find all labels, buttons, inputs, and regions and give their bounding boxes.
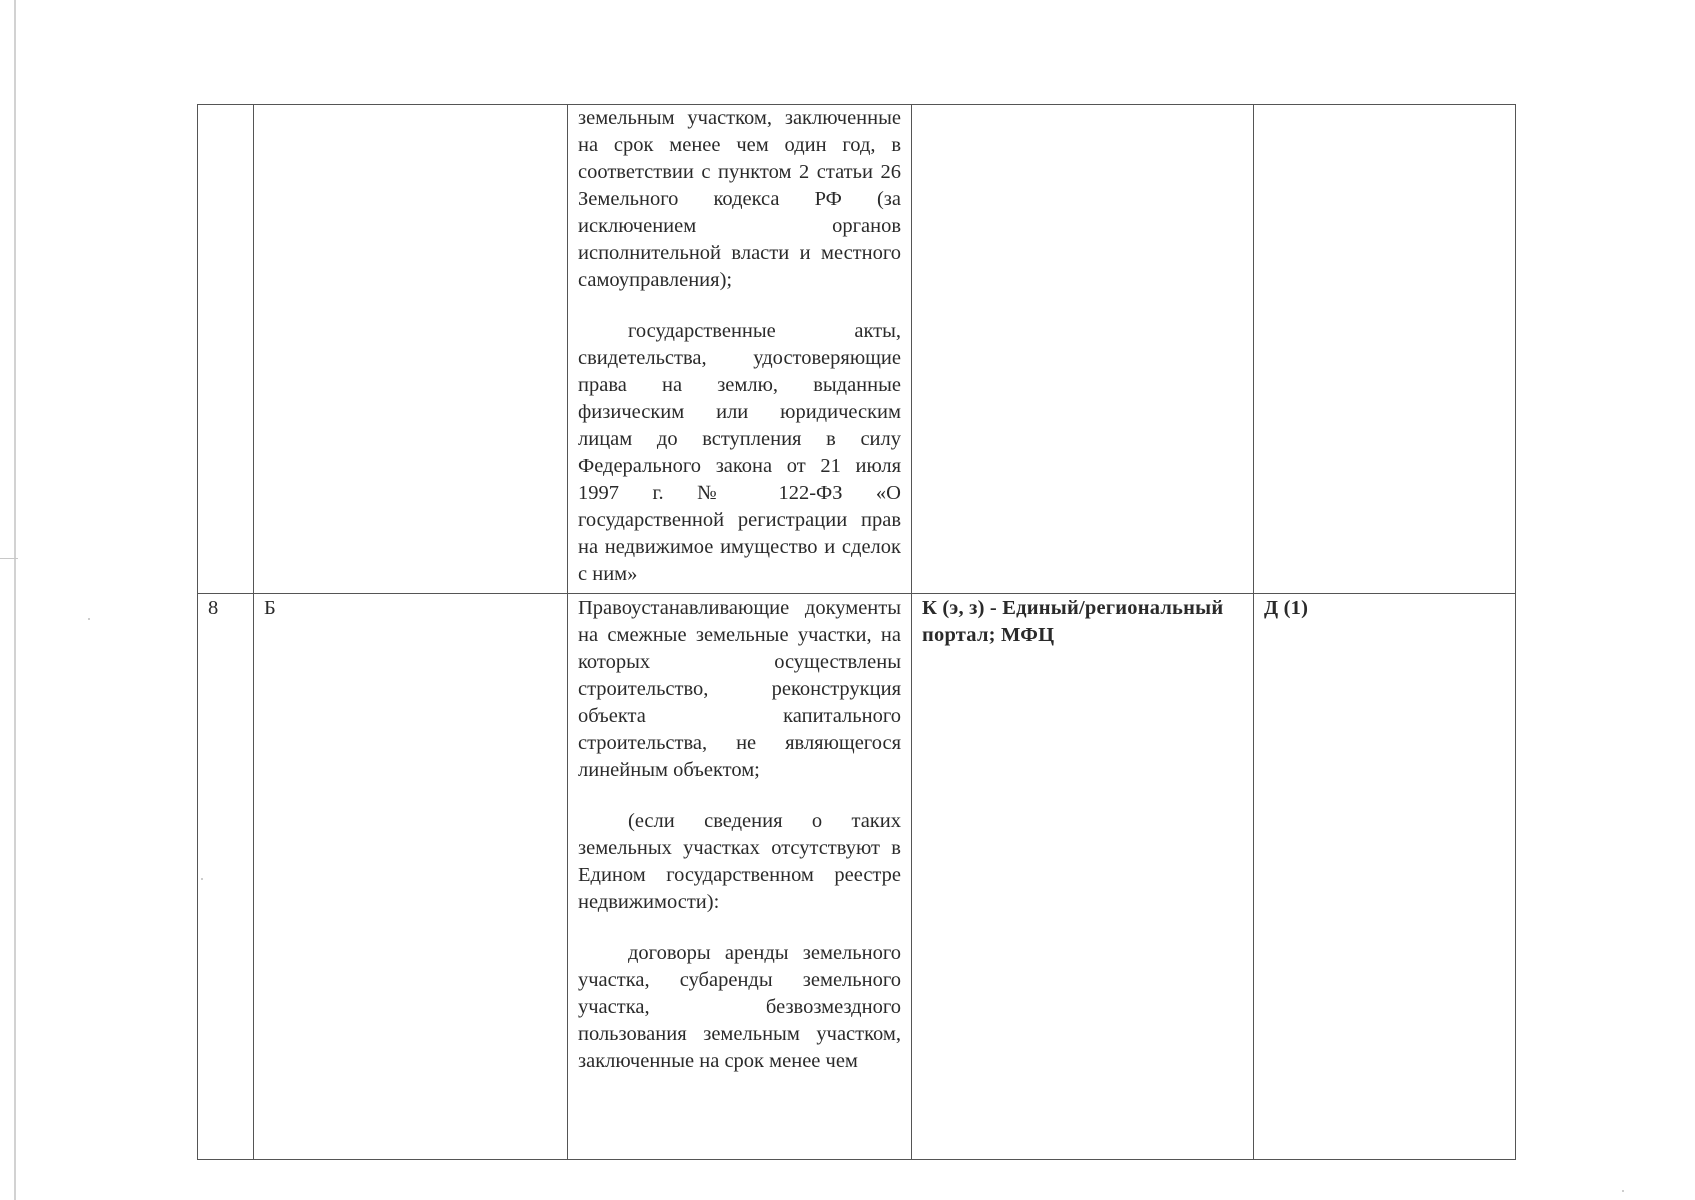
documents-paragraph: земельным участком, заключенные на срок менее чем один год, в соответствии с пунктом 2 статьи 26 Земельного кодекса РФ (за исключением органов исполнительной власти и местного самоуправления); (578, 107, 901, 291)
cell-category: Б (254, 594, 568, 1160)
scan-speck (88, 618, 90, 620)
cell-submission: К (э, з) - Единый/региональный портал; МФЦ (912, 594, 1254, 1160)
cell-documents (568, 105, 912, 594)
scan-edge-line (14, 0, 16, 1200)
table-row-continued (198, 105, 1516, 594)
cell-result: Д (1) (1254, 594, 1516, 1160)
cell-submission (912, 105, 1254, 594)
cell-documents (568, 594, 912, 1160)
documents-paragraph: Правоустанавливающие документы на смежные земельные участки, на которых осуществлены строительство, реконструкция объекта капитального строительства, не являющегося линейным объектом; (578, 597, 901, 781)
cell-number: 8 (198, 594, 254, 1160)
documents-paragraph: договоры аренды земельного участка, субаренды земельного участка, безвозмездного пользования земельным участком, заключенные на срок менее чем (578, 942, 901, 1072)
requirements-table (197, 104, 1516, 1160)
documents-paragraph: (если сведения о таких земельных участках отсутствуют в Едином государственном реестре недвижимости): (578, 810, 901, 913)
table-row-8 (198, 594, 1516, 1160)
documents-paragraph: государственные акты, свидетельства, удостоверяющие права на землю, выданные физическим или юридическим лицам до вступления в силу Федерального закона от 21 июля 1997 г. № 122-ФЗ «О государственной регистрации прав на недвижимое имущество и сделок с ним» (578, 320, 901, 585)
scan-speck (1622, 1190, 1624, 1192)
cell-category (254, 105, 568, 594)
cell-number (198, 105, 254, 594)
scan-edge-tick (0, 558, 18, 559)
cell-result (1254, 105, 1516, 594)
